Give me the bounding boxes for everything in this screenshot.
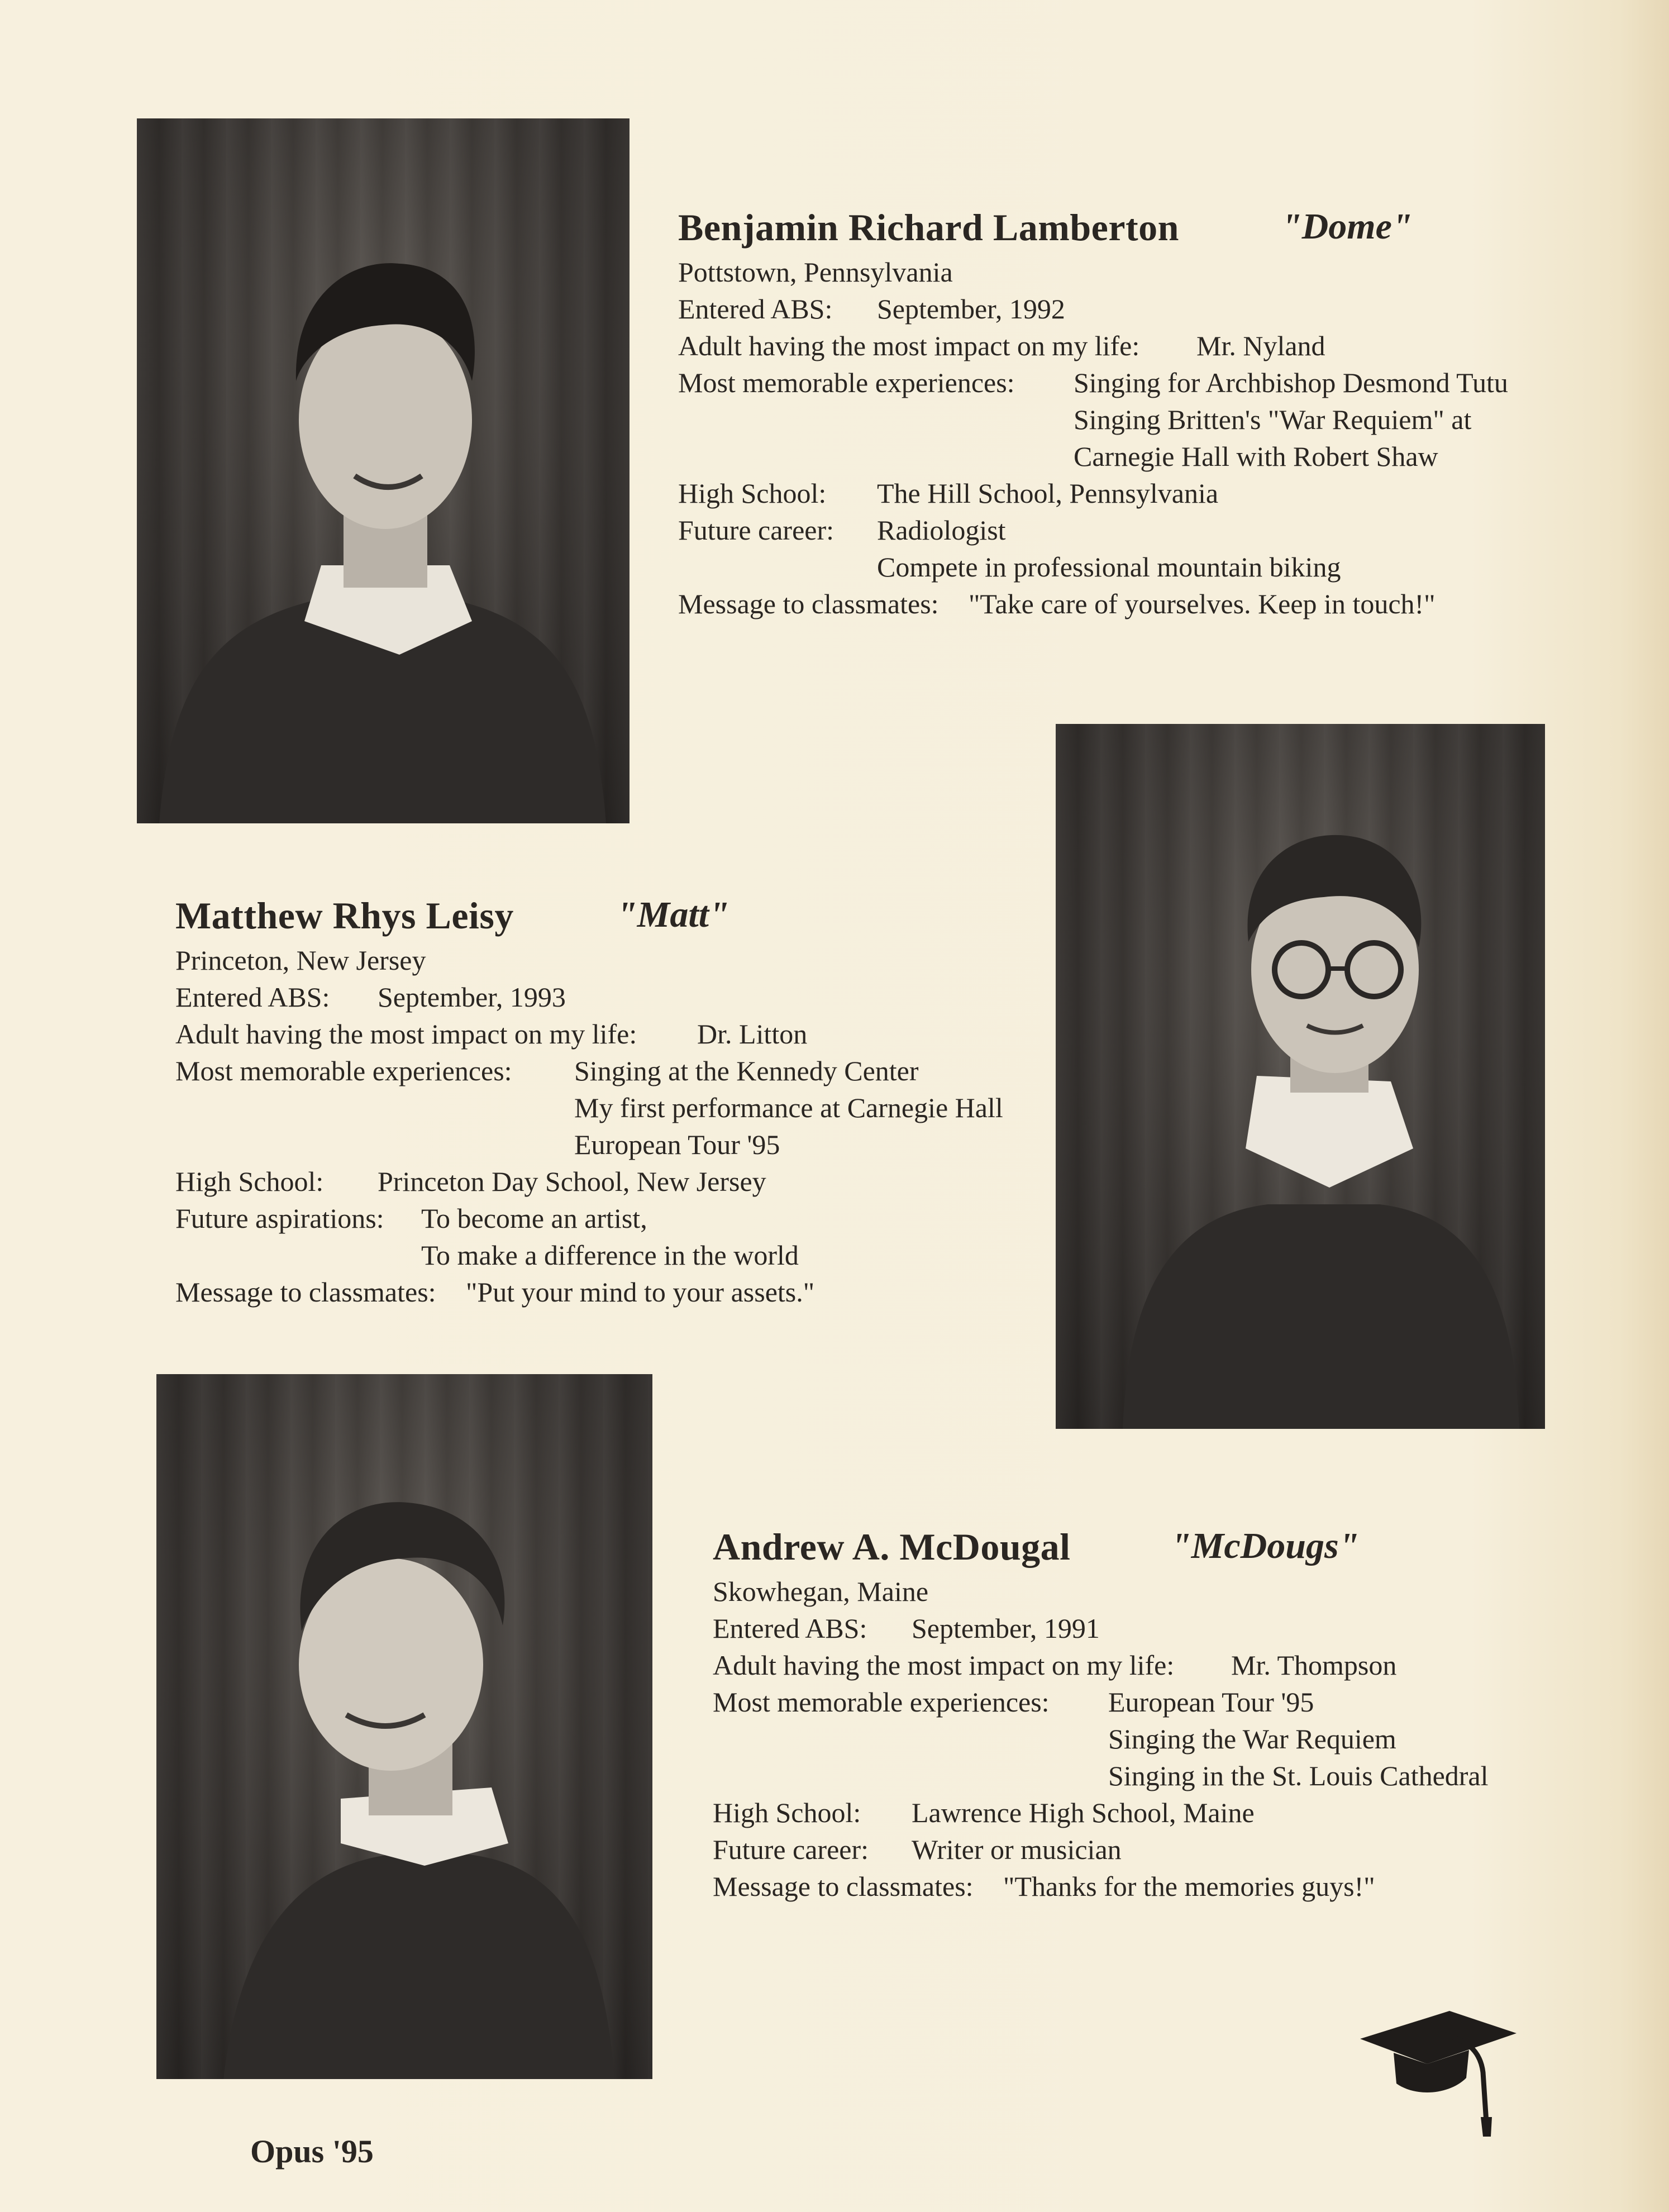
entered-label: Entered ABS: bbox=[678, 293, 833, 325]
entered-value: September, 1992 bbox=[877, 293, 1065, 325]
future-item: To become an artist, bbox=[421, 1203, 647, 1234]
adult-label: Adult having the most impact on my life: bbox=[678, 330, 1140, 361]
adult-value: Mr. Nyland bbox=[1196, 330, 1325, 361]
school-value: Princeton Day School, New Jersey bbox=[378, 1166, 766, 1197]
student-name: Matthew Rhys Leisy bbox=[175, 894, 514, 937]
student-name: Benjamin Richard Lamberton bbox=[678, 206, 1179, 249]
memorable-item: Carnegie Hall with Robert Shaw bbox=[1074, 441, 1438, 472]
school-label: High School: bbox=[713, 1797, 861, 1828]
adult-value: Dr. Litton bbox=[697, 1018, 808, 1050]
future-label: Future career: bbox=[713, 1834, 869, 1865]
student-name: Andrew A. McDougal bbox=[713, 1525, 1071, 1568]
memorable-item: Singing in the St. Louis Cathedral bbox=[1108, 1760, 1489, 1791]
adult-label: Adult having the most impact on my life: bbox=[713, 1650, 1175, 1681]
message-label: Message to classmates: bbox=[678, 588, 939, 619]
memorable-item: Singing for Archbishop Desmond Tutu bbox=[1074, 367, 1508, 398]
hometown: Pottstown, Pennsylvania bbox=[678, 256, 953, 288]
student-nickname: "McDougs" bbox=[1171, 1525, 1360, 1566]
school-value: Lawrence High School, Maine bbox=[912, 1797, 1255, 1828]
entered-label: Entered ABS: bbox=[713, 1613, 867, 1644]
message-value: "Put your mind to your assets." bbox=[466, 1276, 815, 1308]
school-label: High School: bbox=[678, 478, 827, 509]
memorable-label: Most memorable experiences: bbox=[175, 1055, 512, 1086]
entry-lamberton bbox=[678, 206, 1572, 624]
message-value: "Take care of yourselves. Keep in touch!" bbox=[969, 588, 1436, 619]
student-nickname: "Matt" bbox=[617, 894, 729, 935]
future-label: Future career: bbox=[678, 514, 834, 546]
portrait-photo-mcdougal bbox=[156, 1374, 652, 2079]
memorable-item: My first performance at Carnegie Hall bbox=[574, 1092, 1003, 1123]
entered-value: September, 1993 bbox=[378, 981, 566, 1013]
future-item: To make a difference in the world bbox=[421, 1240, 799, 1271]
memorable-item: Singing at the Kennedy Center bbox=[574, 1055, 919, 1086]
entry-leisy bbox=[175, 894, 1047, 1313]
message-value: "Thanks for the memories guys!" bbox=[1003, 1871, 1375, 1902]
memorable-item: Singing the War Requiem bbox=[1108, 1723, 1396, 1755]
memorable-item: European Tour '95 bbox=[574, 1129, 780, 1160]
future-item: Radiologist bbox=[877, 514, 1006, 546]
portrait-photo-leisy bbox=[1056, 724, 1545, 1429]
memorable-item: Singing Britten's "War Requiem" at bbox=[1074, 404, 1472, 435]
future-item: Compete in professional mountain biking bbox=[877, 551, 1341, 583]
hometown: Skowhegan, Maine bbox=[713, 1576, 929, 1607]
hometown: Princeton, New Jersey bbox=[175, 945, 426, 976]
school-label: High School: bbox=[175, 1166, 324, 1197]
message-label: Message to classmates: bbox=[713, 1871, 974, 1902]
adult-value: Mr. Thompson bbox=[1231, 1650, 1397, 1681]
school-value: The Hill School, Pennsylvania bbox=[877, 478, 1219, 509]
memorable-label: Most memorable experiences: bbox=[678, 367, 1015, 398]
student-nickname: "Dome" bbox=[1281, 206, 1413, 247]
message-label: Message to classmates: bbox=[175, 1276, 436, 1308]
memorable-label: Most memorable experiences: bbox=[713, 1686, 1050, 1718]
future-item: Writer or musician bbox=[912, 1834, 1122, 1865]
entered-value: September, 1991 bbox=[912, 1613, 1100, 1644]
graduation-cap-icon bbox=[1355, 2000, 1522, 2145]
entered-label: Entered ABS: bbox=[175, 981, 330, 1013]
future-label: Future aspirations: bbox=[175, 1203, 384, 1234]
portrait-photo-lamberton bbox=[137, 118, 630, 823]
memorable-item: European Tour '95 bbox=[1108, 1686, 1314, 1718]
entry-mcdougal bbox=[713, 1525, 1606, 1907]
page-footer: Opus '95 bbox=[250, 2133, 374, 2170]
adult-label: Adult having the most impact on my life: bbox=[175, 1018, 637, 1050]
